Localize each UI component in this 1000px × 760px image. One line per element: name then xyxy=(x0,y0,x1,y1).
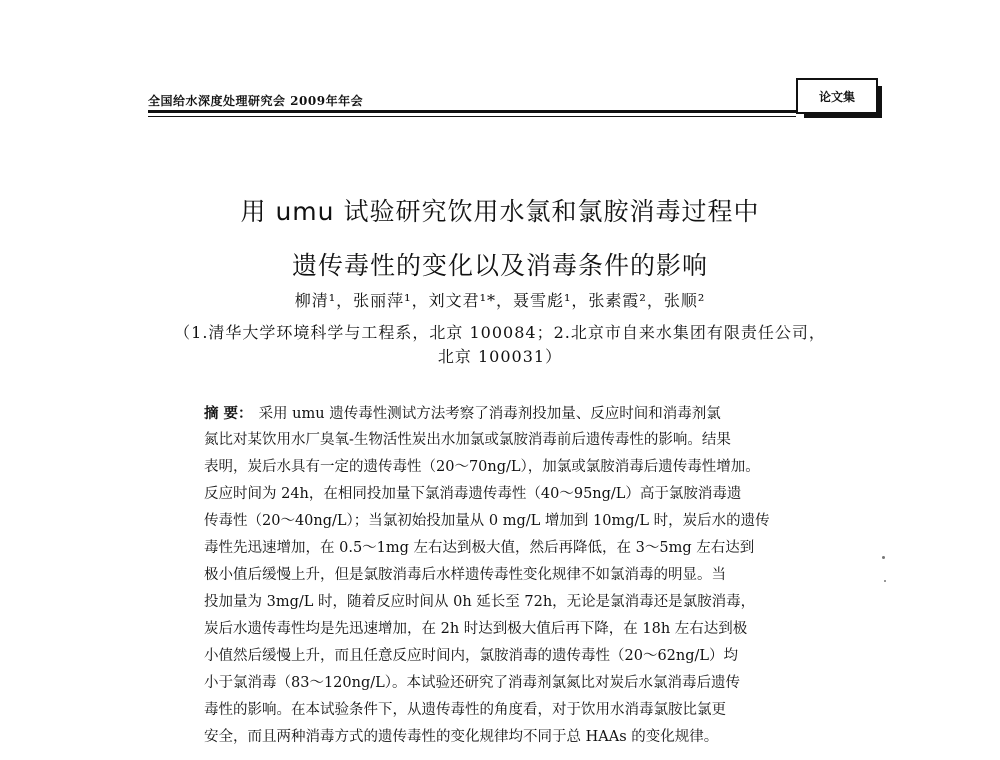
affiliation-line-2: 北京 100031） xyxy=(437,347,563,366)
abstract-line: 表明，炭后水具有一定的遗传毒性（20～70ng/L），加氯或氯胺消毒后遗传毒性增加。 xyxy=(204,459,760,475)
abstract-line: 毒性先迅速增加，在 0.5～1mg 左右达到极大值，然后再降低，在 3～5mg 左右达到 xyxy=(204,540,755,556)
paper-title-line-2: 遗传毒性的变化以及消毒条件的影响 xyxy=(291,251,708,280)
abstract-label: 摘 要： xyxy=(204,405,253,422)
abstract-line: 小于氯消毒（83～120ng/L）。本试验还研究了消毒剂氯氮比对炭后水氯消毒后遗传 xyxy=(204,675,741,691)
abstract-line: 传毒性（20～40ng/L）；当氯初始投加量从 0 mg/L 增加到 10mg/L 时，炭后水的遗传 xyxy=(204,513,770,529)
author-list: 柳清¹，张丽萍¹，刘文君¹*，聂雪彪¹，张素霞²，张顺² xyxy=(294,291,706,310)
abstract-line: 极小值后缓慢上升，但是氯胺消毒后水样遗传毒性变化规律不如氯消毒的明显。当 xyxy=(204,567,726,583)
abstract-line: 氮比对某饮用水厂臭氧-生物活性炭出水加氯或氯胺消毒前后遗传毒性的影响。结果 xyxy=(204,432,731,448)
paper-title-line-1: 用 umu 试验研究饮用水氯和氯胺消毒过程中 xyxy=(240,197,760,226)
journal-header: 全国给水深度处理研究会 2009年年会 xyxy=(148,94,364,108)
abstract-line: 炭后水遗传毒性均是先迅速增加，在 2h 时达到极大值后再下降，在 18h 左右达到极 xyxy=(204,621,748,637)
scan-speck xyxy=(882,556,885,559)
abstract-line: 安全，而且两种消毒方式的遗传毒性的变化规律均不同于总 HAAs 的变化规律。 xyxy=(204,729,719,745)
affiliation-line-1: （1.清华大学环境科学与工程系，北京 100084；2.北京市自来水集团有限责任公司， xyxy=(174,323,826,342)
abstract-line xyxy=(204,400,844,427)
section-badge xyxy=(796,78,878,114)
header-rule xyxy=(148,110,796,113)
abstract xyxy=(204,400,844,751)
abstract-line: 毒性的影响。在本试验条件下，从遗传毒性的角度看，对于饮用水消毒氯胺比氯更 xyxy=(204,702,726,718)
abstract-line: 小值然后缓慢上升，而且任意反应时间内，氯胺消毒的遗传毒性（20～62ng/L）均 xyxy=(204,648,739,664)
header-rule-thin xyxy=(148,116,796,117)
abstract-line: 投加量为 3mg/L 时，随着反应时间从 0h 延长至 72h，无论是氯消毒还是氯胺消毒， xyxy=(204,594,756,610)
scan-speck xyxy=(884,580,886,582)
section-badge-label: 论文集 xyxy=(818,89,855,104)
abstract-text: 采用 umu 遗传毒性测试方法考察了消毒剂投加量、反应时间和消毒剂氯 xyxy=(258,406,721,422)
abstract-line: 反应时间为 24h，在相同投加量下氯消毒遗传毒性（40～95ng/L）高于氯胺消毒遗 xyxy=(204,486,742,502)
